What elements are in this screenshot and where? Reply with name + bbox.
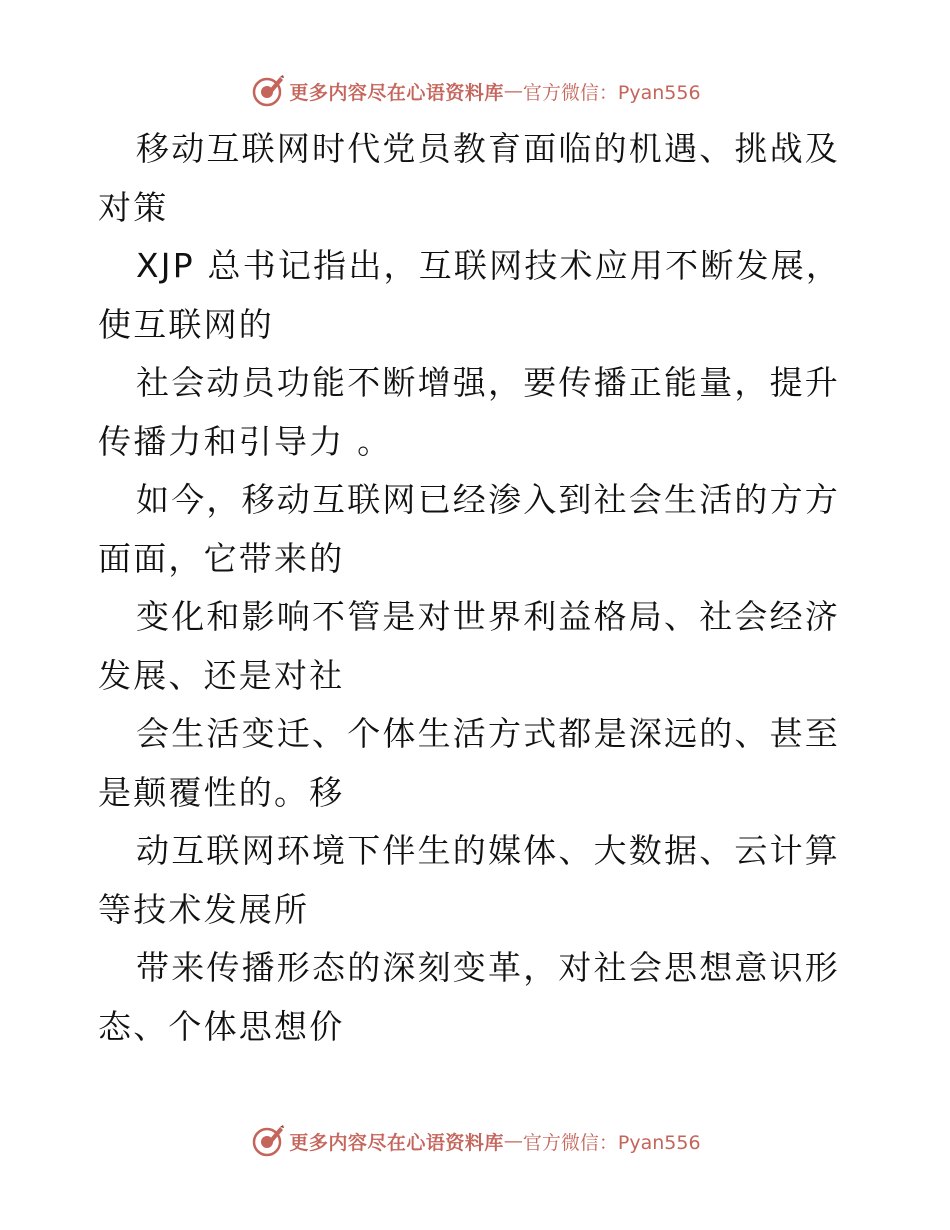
pen-logo-icon <box>249 1123 285 1159</box>
paragraph: 变化和影响不管是对世界利益格局、社会经济发展、还是对社 <box>98 597 840 695</box>
watermark-dash: — <box>503 80 523 102</box>
paragraph: 动互联网环境下伴生的媒体、大数据、云计算等技术发展所 <box>98 831 840 929</box>
watermark-contact: 官方微信：Pyan556 <box>522 81 701 104</box>
watermark-brand: 更多内容尽在心语资料库 <box>289 1131 504 1154</box>
paragraph: 会生活变迁、个体生活方式都是深远的、甚至是颠覆性的。移 <box>98 714 840 812</box>
header-watermark <box>0 71 950 111</box>
paragraph: XJP 总书记指出，互联网技术应用不断发展，使互联网的 <box>98 246 842 344</box>
document-body <box>98 120 858 1056</box>
footer-watermark <box>0 1121 950 1161</box>
pen-logo-icon <box>249 73 285 109</box>
watermark-brand: 更多内容尽在心语资料库 <box>289 81 504 104</box>
paragraph: 社会动员功能不断增强，要传播正能量，提升传播力和引导力 。 <box>98 363 840 461</box>
watermark-dash: — <box>503 1130 523 1152</box>
watermark-contact: 官方微信：Pyan556 <box>522 1131 701 1154</box>
paragraph: 如今，移动互联网已经渗入到社会生活的方方面面，它带来的 <box>98 480 840 578</box>
paragraph-title: 移动互联网时代党员教育面临的机遇、挑战及对策 <box>98 129 840 227</box>
paragraph: 带来传播形态的深刻变革，对社会思想意识形态、个体思想价 <box>98 948 840 1046</box>
